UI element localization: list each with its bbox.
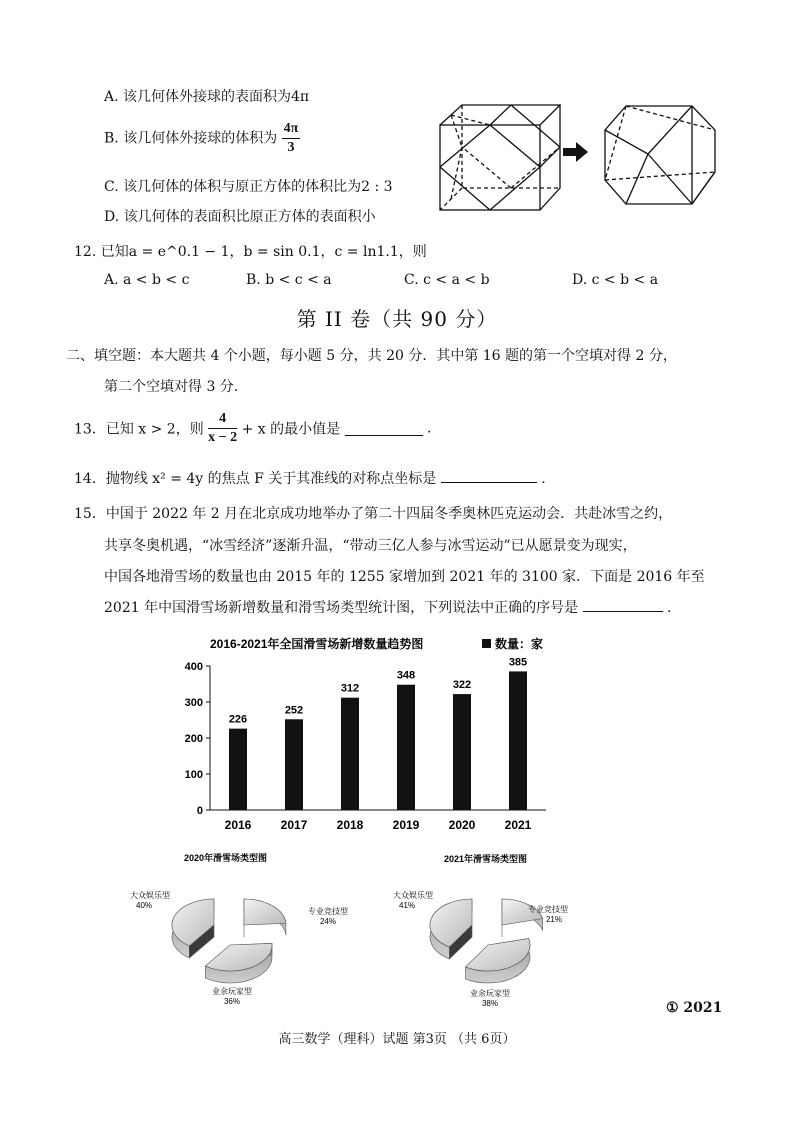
arrow-right-icon <box>563 142 588 162</box>
q15-line2: 共享冬奥机遇，“冰雪经济”逐渐升温，“带动三亿人参与冰雪运动”已从愿景变为现实， <box>104 538 637 554</box>
q12-option-c: C. c < a < b <box>404 272 490 288</box>
cube-left <box>440 105 560 210</box>
pie-2020-title: 2020年滑雪场类型图 <box>184 853 268 863</box>
bar-chart-bar <box>341 698 359 810</box>
q13-answer-blank[interactable] <box>345 421 423 436</box>
q15-answer-blank[interactable] <box>583 597 663 612</box>
pie-slice-value-label: 41% <box>399 901 416 910</box>
bar-chart-x-tick-label: 2019 <box>392 818 420 832</box>
pie-slice-value-label: 24% <box>319 917 337 926</box>
bar-chart-title: 2016-2021年全国滑雪场新增数量趋势图 <box>210 637 424 651</box>
q15-line4 <box>104 597 671 617</box>
bar-chart-bar <box>285 719 303 810</box>
bar-chart-y-tick-label: 300 <box>184 697 203 709</box>
pie-slice-value-label: 38% <box>481 999 499 1008</box>
bar-chart-data-label: 385 <box>508 656 528 669</box>
bar-chart-data-label: 348 <box>396 669 416 682</box>
q13-end: . <box>427 420 432 437</box>
pie-2021-title: 2021年滑雪场类型图 <box>444 854 528 864</box>
bar-chart-data-label: 312 <box>340 682 360 695</box>
q11-option-b-prefix: B. 该几何体外接球的体积为 <box>104 130 278 147</box>
q11-option-b <box>104 120 300 157</box>
q15-line3: 中国各地滑雪场的数量也由 2015 年的 1255 家增加到 2021 年的 3100 家．下面是 2016 年至 <box>104 569 705 585</box>
pie-slice <box>244 899 286 925</box>
q12-stem: 12. 已知a = e^0.1 − 1，b = sin 0.1，c = ln1.1，则 <box>74 244 427 260</box>
bar-chart-legend-swatch <box>482 639 491 648</box>
q13-prefix: 13．已知 x > 2，则 <box>74 421 204 438</box>
q14 <box>74 468 546 488</box>
bar-chart-x-tick-label: 2016 <box>224 818 252 832</box>
pie-slice-value-label: 21% <box>545 915 562 924</box>
bar-chart-x-tick-label: 2018 <box>336 818 364 832</box>
q14-answer-blank[interactable] <box>441 468 537 483</box>
q14-end: . <box>541 471 546 487</box>
pie-slice-value-label: 36% <box>223 997 241 1006</box>
q12-option-d: D. c < b < a <box>572 272 659 288</box>
bar-chart-bar <box>397 685 415 810</box>
bar-chart-bar <box>509 671 527 810</box>
q15-line4-text: 2021 年中国滑雪场新增数量和滑雪场类型统计图，下列说法中正确的序号是 <box>104 600 579 616</box>
bar-chart-bar <box>229 729 247 810</box>
statement-1: ① 2021 <box>666 1000 723 1016</box>
cuboctahedron <box>605 106 715 204</box>
bar-chart-data-label: 252 <box>284 704 304 717</box>
q13-denominator: x − 2 <box>208 430 238 445</box>
q11-option-a: A. 该几何体外接球的表面积为4π <box>104 89 310 105</box>
q11-option-b-fraction <box>282 120 301 157</box>
q13 <box>74 410 431 460</box>
cube-figure <box>430 100 730 215</box>
pie-slice-label: 专业竞技型 <box>308 907 348 916</box>
bar-chart-y-tick-label: 200 <box>184 733 203 745</box>
fill-in-instructions-line1: 二、填空题：本大题共 4 个小题，每小题 5 分，共 20 分．其中第 16 题的第一个空填对得 2 分， <box>66 348 677 364</box>
pie-slice-label: 业余玩家型 <box>470 989 510 998</box>
q15-end: . <box>666 600 672 616</box>
q11-option-d: D. 该几何体的表面积比原正方体的表面积小 <box>104 209 376 225</box>
bar-chart-y-tick-label: 400 <box>184 661 203 673</box>
bar-chart-data-label: 226 <box>228 713 248 726</box>
section-title: 第 II 卷（共 90 分） <box>296 307 498 331</box>
pie-slice-label: 业余玩家型 <box>212 987 252 996</box>
bar-chart-x-tick-label: 2020 <box>448 818 476 832</box>
bar-chart-legend-label: 数量：家 <box>495 637 544 651</box>
pie-charts <box>110 848 580 1008</box>
bar-chart-x-tick-label: 2021 <box>504 818 532 832</box>
pie-slice-label: 专业竞技型 <box>528 905 568 914</box>
bar-chart-x-tick-label: 2017 <box>280 818 308 832</box>
q12-option-b: B. b < c < a <box>246 272 332 288</box>
q11-option-b-numerator: 4π <box>282 120 301 139</box>
q13-suffix: + x 的最小值是 <box>241 421 341 438</box>
q11-option-c: C. 该几何体的体积与原正方体的体积比为2 : 3 <box>104 179 393 195</box>
q12-option-a: A. a < b < c <box>104 272 190 288</box>
page-footer: 高三数学（理科）试题 第3页 （共 6页） <box>278 1032 516 1047</box>
bar-chart <box>170 628 570 840</box>
pie-slice-value-label: 40% <box>136 901 153 910</box>
bar-chart-data-label: 322 <box>452 679 472 692</box>
q13-numerator: 4 <box>208 410 237 429</box>
bar-chart-y-tick-label: 0 <box>196 805 203 817</box>
bar-chart-bar <box>453 694 471 810</box>
q15-line1: 15．中国于 2022 年 2 月在北京成功地举办了第二十四届冬季奥林匹克运动会．共赴冰雪之约， <box>74 506 673 522</box>
q13-fraction <box>208 410 237 447</box>
q14-text: 14．抛物线 x² = 4y 的焦点 F 关于其准线的对称点坐标是 <box>74 471 437 487</box>
fill-in-instructions-line2: 第二个空填对得 3 分. <box>104 379 239 395</box>
pie-slice-label: 大众娱乐型 <box>393 891 433 900</box>
pie-slice-label: 大众娱乐型 <box>130 891 170 900</box>
bar-chart-y-tick-label: 100 <box>184 769 203 781</box>
q11-option-b-denominator: 3 <box>287 140 295 155</box>
